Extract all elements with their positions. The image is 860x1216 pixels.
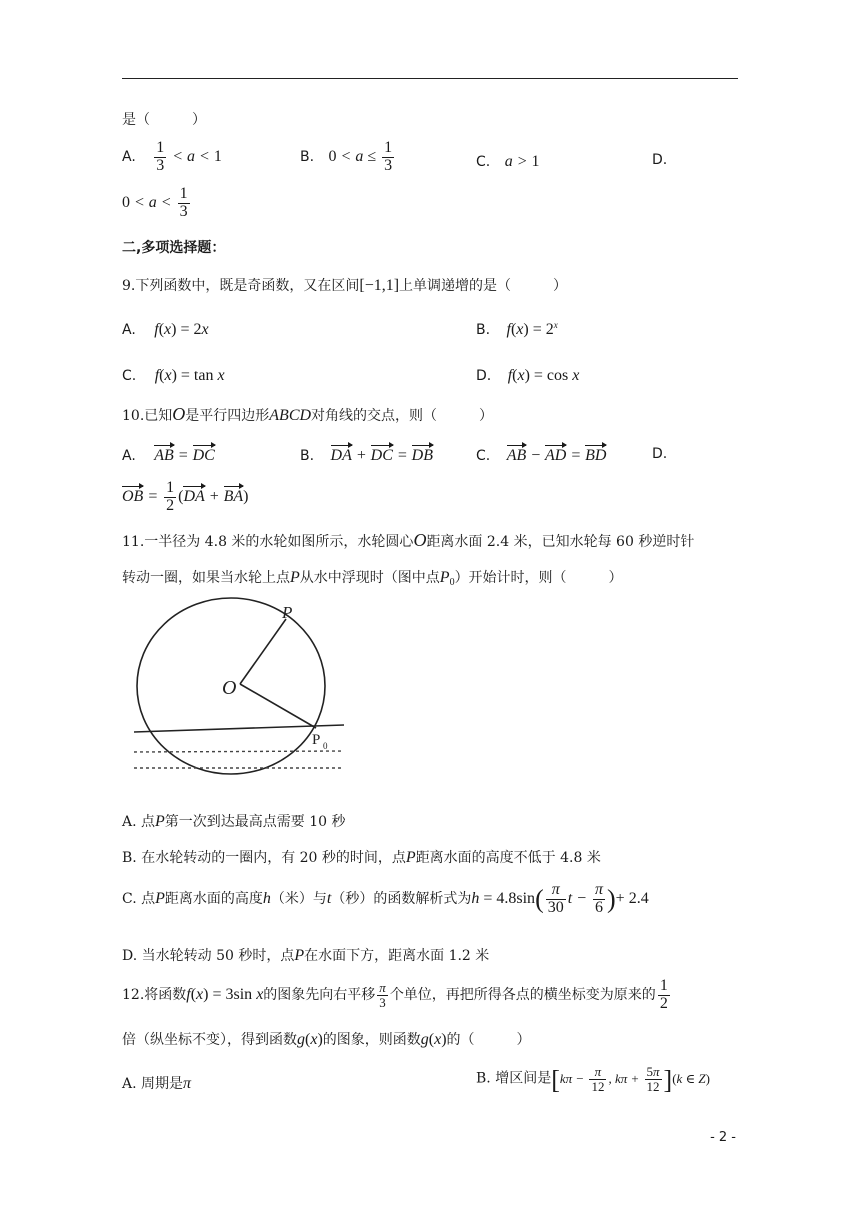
q8-option-a-label: A.: [122, 148, 136, 165]
q8-option-d-label: D.: [652, 152, 668, 168]
q12-stem-line2: 倍（纵坐标不变），得到函数g(x)的图象，则函数g(x)的（ ）: [122, 1031, 531, 1048]
q11-option-c: C. 点P距离水面的高度h（米）与t（秒）的函数解析式为h = 4.8sin( $\frac{\pi}{30}$ t − $\frac{\pi}{6}$ )+ 2.4: [122, 881, 649, 916]
q11-option-b: B. 在水轮转动的一圈内，有 20 秒的时间，点P距离水面的高度不低于 4.8 米: [122, 849, 601, 866]
q8-option-b: B. 0 < a ≤ $\frac{1}{3}$: [300, 139, 393, 174]
section-heading: 二,多项选择题：: [122, 240, 226, 256]
figure-label-o: O: [222, 677, 237, 699]
q9-option-b: B. $f(x) = 2^x$: [476, 320, 558, 338]
q8-options-row: A. $\frac{1}{3}$ < a < 1: [122, 139, 222, 174]
water-wheel-figure: [134, 594, 350, 780]
q8-option-c: C. a > 1: [476, 153, 540, 170]
q10-stem: 10.已知O是平行四边形ABCD对角线的交点，则（ ）: [122, 404, 494, 424]
q11-stem-line1: 11.一半径为 4.8 米的水轮如图所示，水轮圆心O距离水面 2.4 米，已知水轮每 60 秒逆时针: [122, 530, 695, 550]
q9-option-c: C. f(x) = tan x: [122, 367, 225, 384]
q12-option-b: B. 增区间是[kπ − $\frac{\pi}{12}$ , kπ + $\frac{5\pi}{12}$ ](k ∈ Z): [476, 1064, 710, 1095]
q11-option-d: D. 当水轮转动 50 秒时，点P在水面下方，距离水面 1.2 米: [122, 947, 490, 964]
q9-option-a: A. f(x) = 2x: [122, 321, 209, 338]
figure-label-p: P: [282, 603, 293, 622]
q11-option-a: A. 点P第一次到达最高点需要 10 秒: [122, 813, 346, 830]
q10-option-a: A. AB = DC: [122, 447, 215, 464]
q10-option-d: OB = $\frac{1}{2}$ (DA + BA): [122, 479, 249, 514]
page-number: - 2 -: [710, 1130, 736, 1145]
header-rule: [122, 78, 738, 79]
figure-label-p0: P: [312, 732, 321, 748]
q10-option-d-label: D.: [652, 446, 668, 462]
q12-option-a: A. 周期是π: [122, 1075, 192, 1092]
q10-option-b: B. DA + DC = DB: [300, 447, 433, 464]
svg-text:0: 0: [323, 741, 328, 751]
q8-option-d: 0 < a < $\frac{1}{3}$: [122, 185, 188, 220]
q12-stem-line1: 12.将函数f(x) = 3sin x的图象先向右平移 $\frac{\pi}{3}$ 个单位，再把所得各点的横坐标变为原来的 $\frac{1}{2}$: [122, 977, 668, 1012]
q8-tail: 是（ ）: [122, 112, 206, 128]
q9-option-d: D. f(x) = cos x: [476, 367, 580, 384]
q11-stem-line2: 转动一圈，如果当水轮上点P从水中浮现时（图中点$P_0$）开始计时，则（ ）: [122, 569, 623, 588]
q9-stem: 9.下列函数中，既是奇函数，又在区间[−1,1]上单调递增的是（ ）: [122, 277, 568, 294]
q10-option-c: C. AB − AD = BD: [476, 447, 607, 464]
